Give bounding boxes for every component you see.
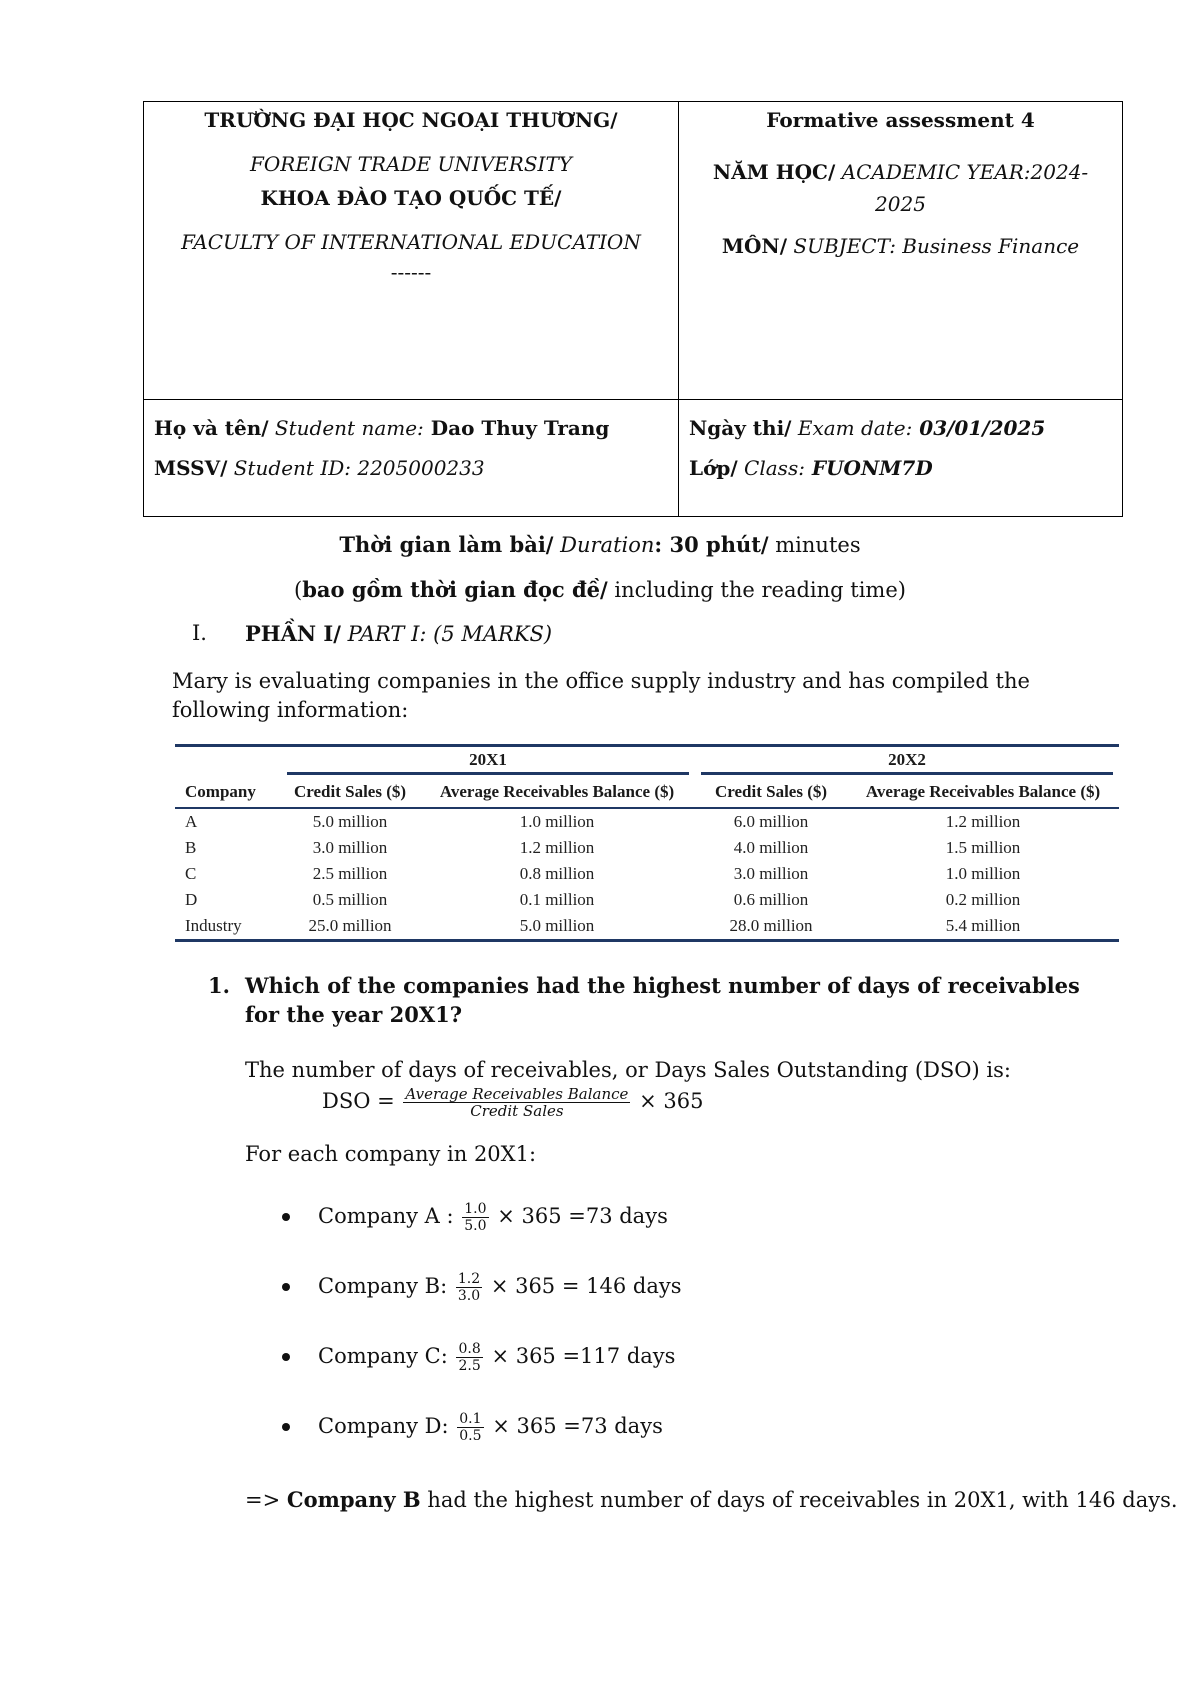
- part-numeral: I.: [192, 621, 207, 645]
- table-cell: 4.0 million: [733, 838, 809, 857]
- column-header: Credit Sales ($): [281, 777, 419, 808]
- table-cell: 0.8 million: [519, 864, 595, 883]
- header-divider: ------: [390, 260, 432, 284]
- table-cell: Industry: [175, 913, 281, 941]
- list-item: Company D: $\frac{0.1}{0.5}$ × 365 =73 days: [318, 1411, 663, 1444]
- table-cell: 0.2 million: [945, 890, 1021, 909]
- table-cell: 1.0 million: [945, 864, 1021, 883]
- exam-cell: [679, 400, 1123, 517]
- dso-intro: The number of days of receivables, or Days Sales Outstanding (DSO) is:: [245, 1058, 1011, 1082]
- list-item: Company C: $\frac{0.8}{2.5}$ × 365 =117 days: [318, 1341, 675, 1374]
- fraction: $\frac{1.2}{3.0}$: [457, 1271, 481, 1304]
- table-cell: 3.0 million: [312, 838, 388, 857]
- table-cell: 5.0 million: [419, 913, 695, 941]
- question-text: Which of the companies had the highest number of days of receivables for the year 20X1?: [245, 973, 1080, 1027]
- table-cell: D: [185, 890, 198, 909]
- part-heading: PHẦN I/ PART I: (5 MARKS): [245, 621, 553, 646]
- student-cell: [144, 400, 679, 517]
- table-cell: 1.2 million: [945, 812, 1021, 831]
- bullet-icon: [282, 1353, 290, 1361]
- exam-class: Lớp/ Class: FUONM7D: [689, 456, 933, 480]
- column-header: Average Receivables Balance ($): [847, 777, 1119, 808]
- table-cell: C: [185, 864, 197, 883]
- exam-date: Ngày thi/ Exam date: 03/01/2025: [689, 416, 1046, 440]
- fraction: $\frac{0.1}{0.5}$: [459, 1411, 482, 1444]
- duration-line: Thời gian làm bài/ Duration: 30 phút/ minutes: [339, 532, 861, 557]
- faculty-name-vn: KHOA ĐÀO TẠO QUỐC TẾ/: [260, 186, 562, 210]
- table-cell: B: [185, 838, 197, 857]
- table-row: [175, 861, 1119, 887]
- conclusion: => Company B had the highest number of days of receivables in 20X1, with 146 days.: [245, 1487, 1178, 1512]
- table-cell: 1.2 million: [519, 838, 595, 857]
- subject: MÔN/ SUBJECT: Business Finance: [721, 234, 1080, 258]
- university-name-en: FOREIGN TRADE UNIVERSITY: [249, 152, 572, 176]
- university-name-vn: TRƯỜNG ĐẠI HỌC NGOẠI THƯƠNG/: [204, 108, 618, 132]
- list-item: Company A : $\frac{1.0}{5.0}$ × 365 =73 days: [318, 1201, 668, 1234]
- table-cell: 5.0 million: [312, 812, 388, 831]
- table-cell: 28.0 million: [695, 913, 847, 941]
- table-cell: 1.5 million: [945, 838, 1021, 857]
- table-cell: 6.0 million: [733, 812, 809, 831]
- each-company-intro: For each company in 20X1:: [245, 1142, 537, 1166]
- academic-year: NĂM HỌC/ ACADEMIC YEAR:2024-2025: [712, 160, 1089, 216]
- table-row: [175, 913, 1119, 941]
- table-cell: 5.4 million: [847, 913, 1119, 941]
- table-cell: 2.5 million: [312, 864, 388, 883]
- header-table: [143, 101, 1123, 517]
- fraction: $\frac{0.8}{2.5}$: [458, 1341, 481, 1374]
- assessment-cell: [679, 102, 1123, 400]
- table-row: [175, 808, 1119, 835]
- list-item: Company B: $\frac{1.2}{3.0}$ × 365 = 146 days: [318, 1271, 681, 1304]
- table-cell: A: [185, 812, 198, 831]
- group-header-20x2: 20X2: [695, 746, 1119, 778]
- reading-time-line: (bao gồm thời gian đọc đề/ including the reading time): [294, 577, 906, 602]
- dso-fraction: $\frac{\text{Average Receivables Balance}}{\text{Credit Sales}}$: [405, 1085, 629, 1120]
- student-id: MSSV/ Student ID: 2205000233: [154, 456, 485, 480]
- question-number: 1.: [208, 973, 230, 998]
- receivables-table: [175, 744, 1119, 942]
- bullet-icon: [282, 1213, 290, 1221]
- table-cell: 0.5 million: [312, 890, 388, 909]
- bullet-icon: [282, 1283, 290, 1291]
- group-header-20x1: 20X1: [281, 746, 695, 778]
- table-cell: 25.0 million: [281, 913, 419, 941]
- table-row: [175, 887, 1119, 913]
- table-cell: 0.1 million: [519, 890, 595, 909]
- dso-formula: DSO = $\frac{\text{Average Receivables Balance}}{\text{Credit Sales}}$ × 365: [322, 1085, 704, 1120]
- column-header: Credit Sales ($): [695, 777, 847, 808]
- table-cell: 1.0 million: [519, 812, 595, 831]
- faculty-name-en: FACULTY OF INTERNATIONAL EDUCATION: [181, 230, 641, 254]
- column-header: Company: [175, 777, 281, 808]
- column-header: Average Receivables Balance ($): [419, 777, 695, 808]
- university-cell: [144, 102, 679, 400]
- table-cell: 3.0 million: [733, 864, 809, 883]
- fraction: $\frac{1.0}{5.0}$: [464, 1201, 487, 1234]
- table-row: [175, 835, 1119, 861]
- intro-paragraph: Mary is evaluating companies in the office supply industry and has compiled the following information:: [172, 669, 1030, 722]
- table-cell: 0.6 million: [733, 890, 809, 909]
- student-name: Họ và tên/ Student name: Dao Thuy Trang: [154, 416, 610, 440]
- bullet-icon: [282, 1423, 290, 1431]
- assessment-title: Formative assessment 4: [766, 108, 1035, 132]
